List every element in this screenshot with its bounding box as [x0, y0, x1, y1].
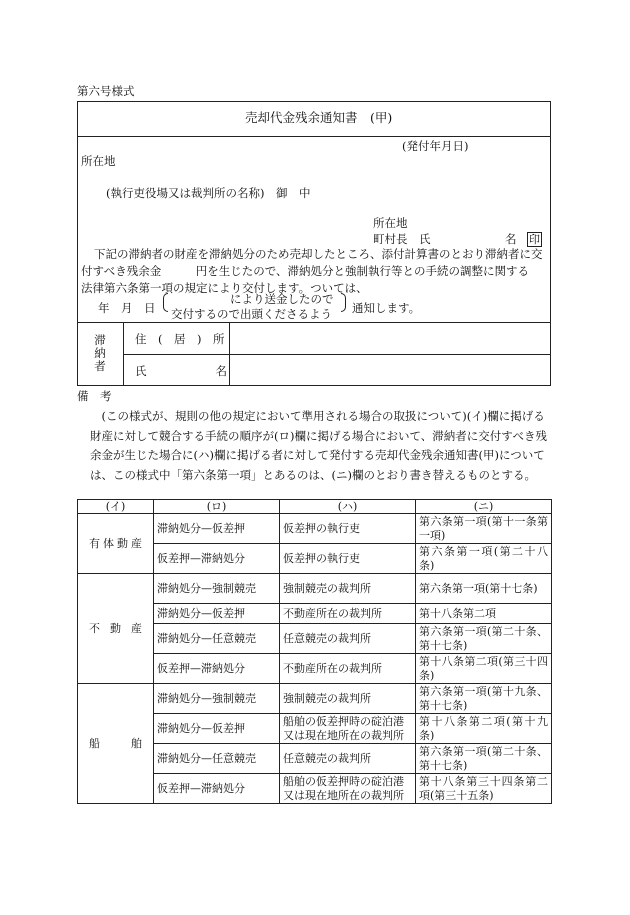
procedure-order: 滞納処分—仮差押	[154, 714, 280, 744]
remarks-heading: 備 考	[77, 389, 112, 403]
replacement-clause: 第十八条第二項(第三十四条)	[416, 654, 552, 684]
table-row	[78, 514, 552, 544]
recipient-name: (執行吏役場又は裁判所の名称) 御 中	[106, 186, 311, 200]
option-send: により送金したので	[230, 292, 334, 306]
recipient-authority: 任意競売の裁判所	[280, 624, 416, 654]
recipient-authority: 不動産所在の裁判所	[280, 654, 416, 684]
group-label: 船舶	[78, 684, 154, 804]
procedure-order: 仮差押—滞納処分	[154, 774, 280, 804]
group-label: 不動産	[78, 574, 154, 684]
recipient-authority: 不動産所在の裁判所	[280, 604, 416, 624]
procedure-order: 滞納処分—仮差押	[154, 514, 280, 544]
procedure-order: 滞納処分—任意競売	[154, 624, 280, 654]
body-line-2: 付すべき残余金 円を生じたので、滞納処分と強制執行等との手続の調整に関する	[81, 264, 530, 278]
header-i: (イ)	[78, 500, 154, 514]
procedure-order: 仮差押—滞納処分	[154, 544, 280, 574]
replacement-clause: 第六条第一項(第二十条、第十七条)	[416, 624, 552, 654]
procedure-order: 滞納処分—仮差押	[154, 604, 280, 624]
recipient-address: 所在地	[81, 154, 116, 168]
table-row	[78, 574, 552, 604]
recipient-authority: 任意競売の裁判所	[280, 744, 416, 774]
procedure-order: 仮差押—滞納処分	[154, 654, 280, 684]
remarks-paragraph: (この様式が、規則の他の規定において準用される場合の取扱について)(イ)欄に掲げる財産に対して競合する手続の順序が(ロ)欄に掲げる場合において、滞納者に交付すべき残余金が生じた場合に(ハ)欄に掲げる者に対して発付する売却代金残余通知書(甲)については、この様式中「第六条第一項」とあるのは、(ニ)欄のとおり書き替えるものとする。	[90, 409, 548, 482]
form-title: 売却代金残余通知書 (甲)	[245, 110, 393, 125]
recipient-authority: 仮差押の執行吏	[280, 514, 416, 544]
remarks-text	[90, 407, 550, 485]
replacement-clause: 第十八条第三十四条第二項(第三十五条)	[416, 774, 552, 804]
header-ha: (ハ)	[280, 500, 416, 514]
replacement-clause: 第十八条第二項	[416, 604, 552, 624]
procedure-order: 滞納処分—任意競売	[154, 744, 280, 774]
debtor-label-divider	[123, 322, 124, 386]
substitution-table	[77, 499, 552, 804]
debtor-label: 滞納者	[94, 333, 106, 373]
debtor-row-divider	[123, 354, 551, 355]
recipient-authority: 仮差押の執行吏	[280, 544, 416, 574]
group-label: 有体動産	[78, 514, 154, 574]
address-label: 住 ( 居 ) 所	[135, 332, 225, 346]
sender-address: 所在地	[373, 216, 408, 230]
replacement-clause: 第六条第一項(第二十八条)	[416, 544, 552, 574]
replacement-clause: 第六条第一項(第十九条、第十七条)	[416, 684, 552, 714]
replacement-clause: 第六条第一項(第十一条第一項)	[416, 514, 552, 544]
title-divider	[77, 136, 551, 137]
procedure-order: 滞納処分—強制競売	[154, 684, 280, 714]
body-line-1: 下記の滞納者の財産を滞納処分のため売却したところ、添付計算書のとおり滞納者に交	[94, 247, 543, 261]
table-row	[78, 684, 552, 714]
seal-mark: 印	[529, 233, 540, 246]
left-brace	[163, 293, 168, 312]
notify-text: 通知します。	[352, 301, 421, 315]
sender-name-suffix: 名	[505, 232, 517, 246]
replacement-clause: 第六条第一項(第二十条、第十七条)	[416, 744, 552, 774]
recipient-authority: 船舶の仮差押時の碇泊港又は現在地所在の裁判所	[280, 774, 416, 804]
form-number: 第六号様式	[77, 84, 135, 98]
right-brace	[341, 293, 346, 312]
name-label: 氏 名	[135, 364, 227, 378]
replacement-clause: 第六条第一項(第十七条)	[416, 574, 552, 604]
debtor-field-divider	[229, 322, 230, 386]
replacement-clause: 第十八条第二項(第十九条)	[416, 714, 552, 744]
option-visit: 交付するので出頭くださるよう	[171, 307, 332, 321]
date-line: 年 月 日	[98, 301, 156, 315]
recipient-authority: 強制競売の裁判所	[280, 574, 416, 604]
sender-title: 町村長 氏	[373, 232, 431, 246]
procedure-order: 滞納処分—強制競売	[154, 574, 280, 604]
table-header-row	[78, 500, 552, 514]
body-line-3: 法律第六条第一項の規定により交付します。ついては、	[81, 281, 368, 295]
header-ro: (ロ)	[154, 500, 280, 514]
recipient-authority: 船舶の仮差押時の碇泊港又は現在地所在の裁判所	[280, 714, 416, 744]
header-ni: (ニ)	[416, 500, 552, 514]
debtor-section-divider	[77, 322, 551, 323]
recipient-authority: 強制競売の裁判所	[280, 684, 416, 714]
issue-date: (発付年月日)	[402, 139, 469, 153]
